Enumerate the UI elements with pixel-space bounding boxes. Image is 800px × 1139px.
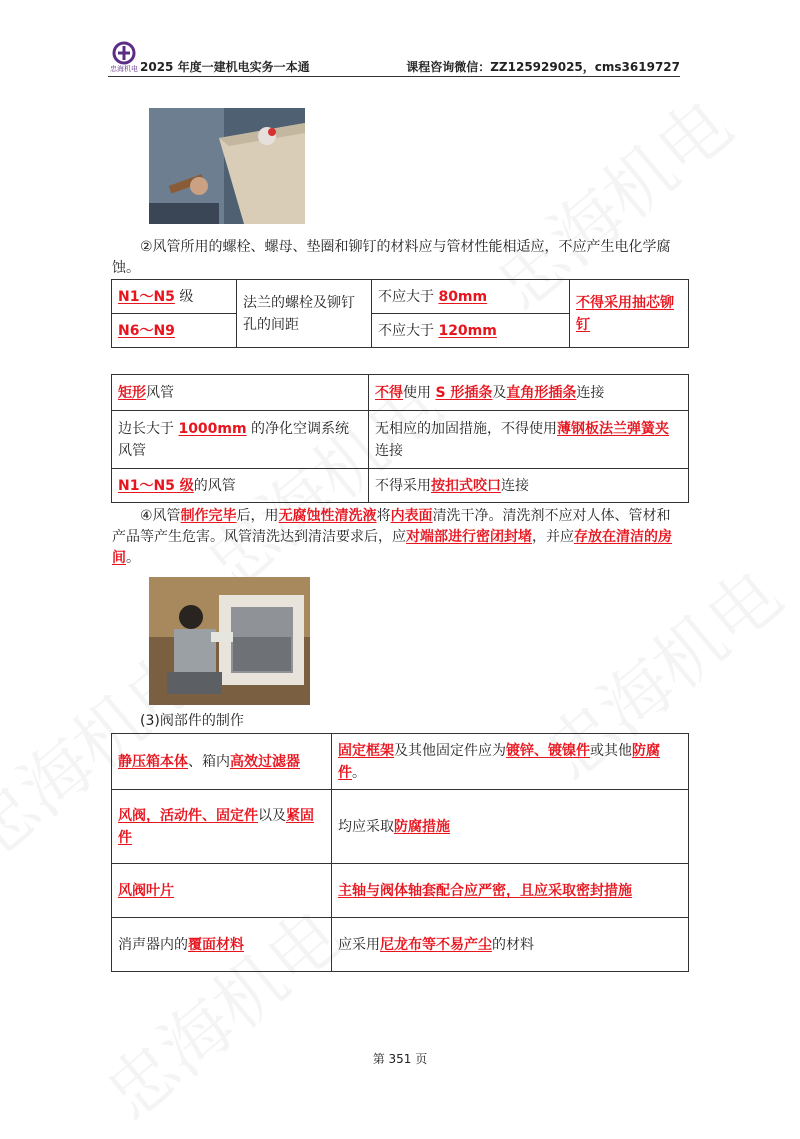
page-number: 第 351 页 [372,1052,428,1066]
spacing-label-cell: 法兰的螺栓及铆钉孔的间距 [237,280,372,348]
table-cell: 风阀叶片 [112,864,332,918]
bolt-material-paragraph: ②风管所用的螺栓、螺母、垫圈和铆钉的材料应与管材性能相适应，不应产生电化学腐蚀。 [112,239,671,276]
grade-cell: N6～N9 [112,314,237,348]
table-cell: 风阀，活动件、固定件以及紧固件 [112,790,332,864]
rivet-rule-cell: 不得采用抽芯铆钉 [570,280,689,348]
flange-spacing-table [111,279,689,348]
table-cell: 静压箱本体、箱内高效过滤器 [112,734,332,790]
table-cell: 边长大于 1000mm 的净化空调系统风管 [112,411,369,469]
duct-riveting-photo [149,108,305,224]
document-title: 2025 年度一建机电实务一本通 [140,60,310,74]
spacing-value-cell: 不应大于 80mm [372,280,570,314]
contact-info: 课程咨询微信：ZZ125929025，cms3619727 [406,60,680,74]
table-cell: 不得使用 S 形插条及直角形插条连接 [369,375,689,411]
table-cell: N1～N5 级的风管 [112,469,369,503]
duct-cleaning-photo [149,577,310,705]
table-cell: 主轴与阀体轴套配合应严密，且应采取密封措施 [332,864,689,918]
table-cell: 均应采取防腐措施 [332,790,689,864]
table-cell: 矩形风管 [112,375,369,411]
table-cell: 不得采用按扣式咬口连接 [369,469,689,503]
section-heading-valve: (3)阀部件的制作 [140,713,244,729]
valve-parts-table [111,733,689,972]
grade-cell: N1～N5 级 [112,280,237,314]
duct-connection-table [111,374,689,503]
page-header [108,40,680,77]
table-cell: 消声器内的覆面材料 [112,918,332,972]
table-cell: 应采用尼龙布等不易产尘的材料 [332,918,689,972]
company-logo-icon [108,40,140,76]
table-cell: 无相应的加固措施，不得使用薄钢板法兰弹簧夹连接 [369,411,689,469]
duct-cleaning-paragraph: ④风管制作完毕后，用无腐蚀性清洗液将内表面清洗干净。清洗剂不应对人体、管材和产品等产生危害。风管清洗达到清洁要求后，应对端部进行密闭封堵，并应存放在清洁的房间。 [112,508,672,566]
table-cell: 固定框架及其他固定件应为镀锌、镀镍件或其他防腐件。 [332,734,689,790]
svg-text:忠海机电: 忠海机电 [110,65,138,73]
spacing-value-cell: 不应大于 120mm [372,314,570,348]
